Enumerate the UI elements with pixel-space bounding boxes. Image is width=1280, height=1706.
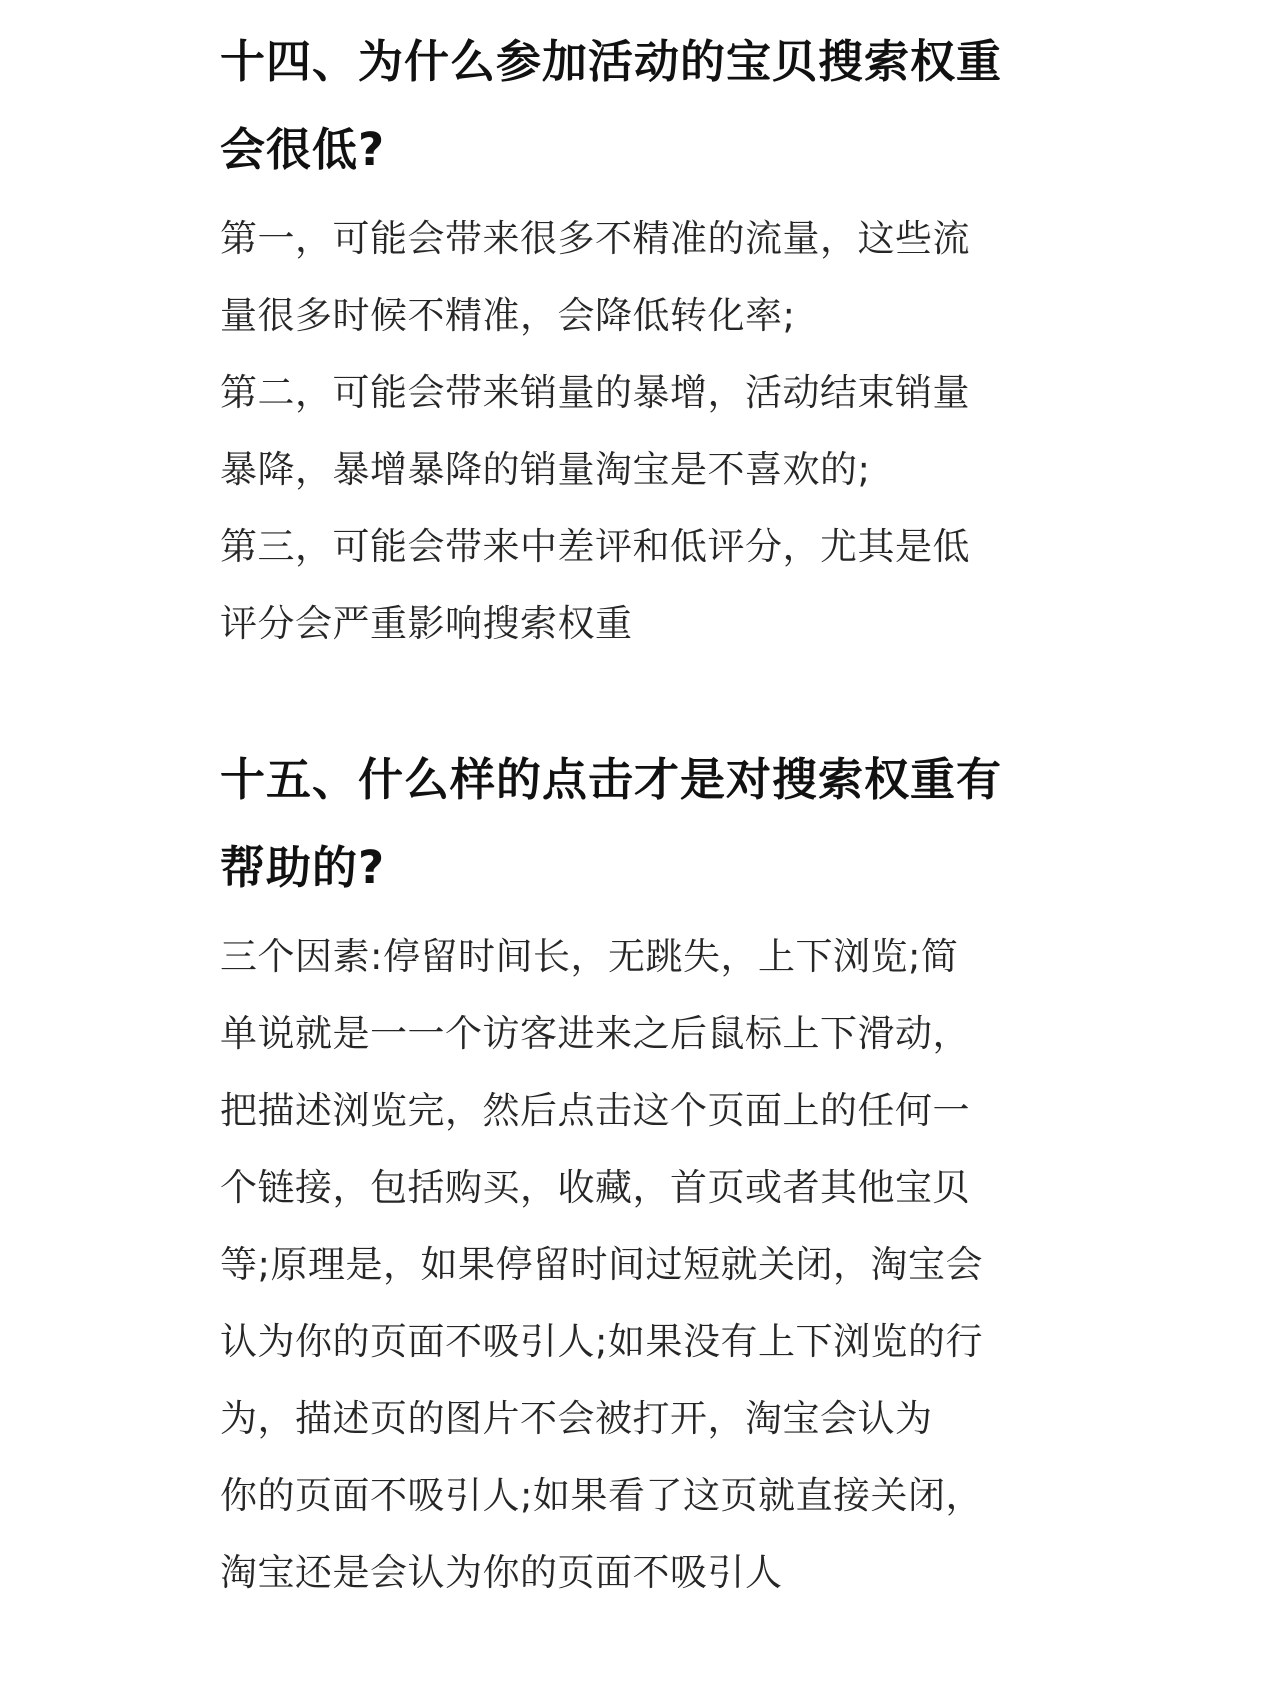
section-15-title-line-1: 十五、什么样的点击才是对搜索权重有: [220, 753, 1003, 806]
section-14-title: [220, 18, 1080, 194]
section-15-body-line-5: 等;原理是，如果停留时间过短就关闭，淘宝会: [220, 1243, 983, 1286]
section-14-body-line-4: 暴降，暴增暴降的销量淘宝是不喜欢的;: [220, 448, 871, 491]
section-15-body-line-2: 单说就是一一个访客进来之后鼠标上下滑动，: [220, 1012, 970, 1055]
section-14-body-line-1: 第一，可能会带来很多不精准的流量，这些流: [220, 217, 970, 260]
section-15-body-line-9: 淘宝还是会认为你的页面不吸引人: [220, 1551, 783, 1594]
section-15-body: [220, 918, 1080, 1611]
section-14-body-line-3: 第二，可能会带来销量的暴增，活动结束销量: [220, 371, 970, 414]
section-15-title: [220, 736, 1080, 912]
section-15-body-line-6: 认为你的页面不吸引人;如果没有上下浏览的行: [220, 1320, 983, 1363]
section-15-body-line-7: 为，描述页的图片不会被打开，淘宝会认为: [220, 1397, 933, 1440]
section-15-body-line-3: 把描述浏览完，然后点击这个页面上的任何一: [220, 1089, 970, 1132]
section-14-body-line-2: 量很多时候不精准，会降低转化率;: [220, 294, 796, 337]
section-14-title-line-1: 十四、为什么参加活动的宝贝搜索权重: [220, 35, 1003, 88]
section-15-body-line-4: 个链接，包括购买，收藏，首页或者其他宝贝: [220, 1166, 970, 1209]
section-14-title-line-2: 会很低?: [220, 123, 386, 176]
section-14-body: [220, 200, 1080, 662]
section-14-body-line-5: 第三，可能会带来中差评和低评分，尤其是低: [220, 525, 970, 568]
section-14-body-line-6: 评分会严重影响搜索权重: [220, 602, 633, 645]
section-15-title-line-2: 帮助的?: [220, 841, 386, 894]
section-15-body-line-1: 三个因素:停留时间长，无跳失，上下浏览;简: [220, 935, 959, 978]
section-15-body-line-8: 你的页面不吸引人;如果看了这页就直接关闭，: [220, 1474, 983, 1517]
article: [220, 18, 1080, 1611]
